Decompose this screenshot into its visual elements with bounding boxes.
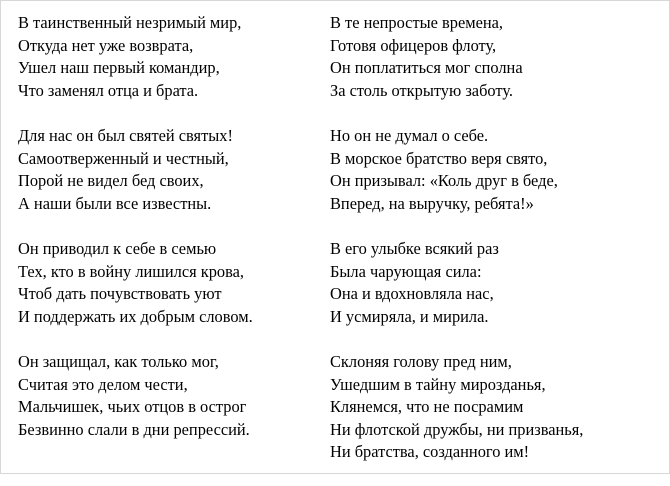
stanza xyxy=(18,12,323,102)
poem-line: Вперед, на выручку, ребята!» xyxy=(330,193,534,213)
stanza xyxy=(330,12,665,102)
poem-line: Она и вдохновляла нас, xyxy=(330,284,494,304)
poem-line: А наши были все известны. xyxy=(18,193,212,213)
poem-line: И усмиряла, и мирила. xyxy=(330,306,489,326)
poem-line: Склоняя голову пред ним, xyxy=(330,351,512,371)
stanza xyxy=(18,125,323,215)
poem-line: Тех, кто в войну лишился крова, xyxy=(18,261,245,281)
poem-line: Что заменял отца и брата. xyxy=(18,80,199,100)
poem-line: Готовя офицеров флоту, xyxy=(330,35,497,55)
poem-line: Ни флотской дружбы, ни призванья, xyxy=(330,419,584,439)
poem-line: Считая это делом чести, xyxy=(18,374,188,394)
poem-line: Ушел наш первый командир, xyxy=(18,58,220,78)
poem-line: В его улыбке всякий раз xyxy=(330,238,499,258)
poem-line: Чтоб дать почувствовать уют xyxy=(18,284,222,304)
poem-column-left xyxy=(18,12,323,464)
poem-line: Он призывал: «Коль друг в беде, xyxy=(330,171,558,191)
poem-line: Но он не думал о себе. xyxy=(330,125,489,145)
stanza xyxy=(330,351,665,464)
poem-line: Мальчишек, чьих отцов в острог xyxy=(18,397,247,417)
stanza xyxy=(330,125,665,215)
poem-line: Самоотверженный и честный, xyxy=(18,148,229,168)
poem-line: Безвинно слали в дни репрессий. xyxy=(18,419,250,439)
poem-line: Ни братства, созданного им! xyxy=(330,442,530,462)
poem-line: За столь открытую заботу. xyxy=(330,80,514,100)
poem-line: Была чарующая сила: xyxy=(330,261,482,281)
stanza xyxy=(18,238,323,328)
poem-line: Для нас он был святей святых! xyxy=(18,125,233,145)
poem-line: Откуда нет уже возврата, xyxy=(18,35,194,55)
poem-line: Он защищал, как только мог, xyxy=(18,351,219,371)
poem-column-right xyxy=(330,12,665,486)
poem-line: Ушедшим в тайну мирозданья, xyxy=(330,374,546,394)
poem-line: В таинственный незримый мир, xyxy=(18,13,242,32)
poem-line: Порой не видел бед своих, xyxy=(18,171,204,191)
poem-line: Он поплатиться мог сполна xyxy=(330,58,523,78)
poem-line: Клянемся, что не посрамим xyxy=(330,397,524,417)
poem-line: И поддержать их добрым словом. xyxy=(18,306,253,326)
poem-line: В морское братство веря свято, xyxy=(330,148,548,168)
stanza xyxy=(330,238,665,328)
poem-line: В те непростые времена, xyxy=(330,13,504,32)
poem-line: Он приводил к себе в семью xyxy=(18,238,217,258)
stanza xyxy=(18,351,323,441)
